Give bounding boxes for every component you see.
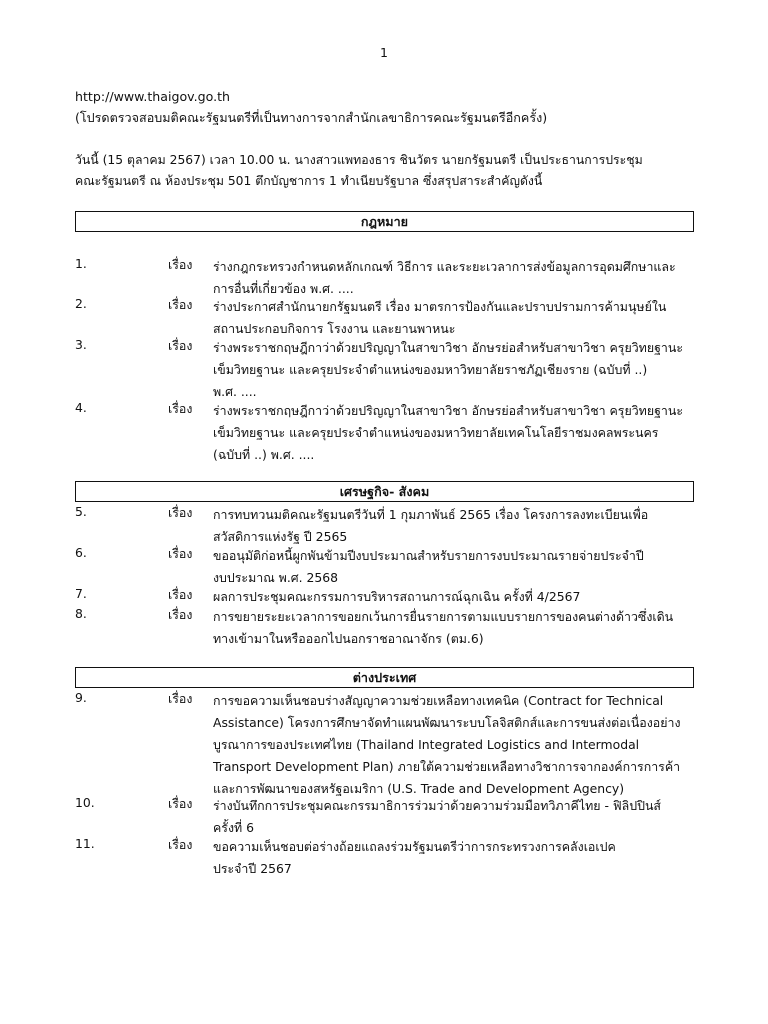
item-line: Transport Development Plan) ภายใต้ความช่วยเหลือทางวิชาการจากองค์การการค้า [213, 759, 681, 774]
section-header-foreign-affairs: ต่างประเทศ [75, 667, 694, 688]
item-keyword: เรื่อง [168, 257, 193, 272]
item-text [213, 690, 698, 800]
item-text [213, 795, 698, 839]
intro-line: คณะรัฐมนตรี ณ ห้องประชุม 501 ตึกบัญชาการ 1 ทำเนียบรัฐบาล ซึ่งสรุปสาระสำคัญดังนี้ [75, 174, 543, 188]
item-number: 8. [75, 606, 87, 621]
item-text [213, 400, 698, 466]
item-number: 7. [75, 586, 87, 601]
page-number: 1 [380, 45, 388, 60]
section-header-law: กฎหมาย [75, 211, 694, 232]
item-line: การขอความเห็นชอบร่างสัญญาความช่วยเหลือทางเทคนิค (Contract for Technical [213, 693, 664, 708]
item-keyword: เรื่อง [168, 607, 193, 622]
item-number: 4. [75, 400, 87, 415]
item-line: เข็มวิทยฐานะ และครุยประจำตำแหน่งของมหาวิทยาลัยราชภัฏเชียงราย (ฉบับที่ ..) [213, 362, 648, 377]
item-text [213, 256, 698, 300]
item-line: ร่างพระราชกฤษฎีกาว่าด้วยปริญญาในสาขาวิชา อักษรย่อสำหรับสาขาวิชา ครุยวิทยฐานะ [213, 403, 684, 418]
item-number: 5. [75, 504, 87, 519]
item-line: Assistance) โครงการศึกษาจัดทำแผนพัฒนาระบบโลจิสติกส์และการขนส่งต่อเนื่องอย่าง [213, 715, 681, 730]
item-text [213, 296, 698, 340]
item-keyword: เรื่อง [168, 297, 193, 312]
item-line: ทางเข้ามาในหรือออกไปนอกราชอาณาจักร (ตม.6) [213, 631, 484, 646]
item-text [213, 504, 698, 548]
item-number: 6. [75, 545, 87, 560]
item-line: ร่างประกาศสำนักนายกรัฐมนตรี เรื่อง มาตรการป้องกันและปราบปรามการค้ามนุษย์ใน [213, 299, 667, 314]
item-text [213, 836, 698, 880]
item-text [213, 545, 698, 589]
item-text [213, 606, 698, 650]
item-line: ผลการประชุมคณะกรรมการบริหารสถานการณ์ฉุกเฉิน ครั้งที่ 4/2567 [213, 589, 581, 604]
item-line: การทบทวนมติคณะรัฐมนตรีวันที่ 1 กุมภาพันธ์ 2565 เรื่อง โครงการลงทะเบียนเพื่อ [213, 507, 649, 522]
item-keyword: เรื่อง [168, 837, 193, 852]
item-line: ครั้งที่ 6 [213, 820, 254, 835]
item-number: 3. [75, 337, 87, 352]
item-line: ร่างบันทึกการประชุมคณะกรรมาธิการร่วมว่าด้วยความร่วมมือทวิภาคีไทย - ฟิลิปปินส์ [213, 798, 661, 813]
item-line: และการพัฒนาของสหรัฐอเมริกา (U.S. Trade and Development Agency) [213, 781, 625, 796]
item-number: 10. [75, 795, 95, 810]
item-line: เข็มวิทยฐานะ และครุยประจำตำแหน่งของมหาวิทยาลัยเทคโนโลยีราชมงคลพระนคร [213, 425, 659, 440]
item-text [213, 586, 698, 608]
item-line: ร่างกฎกระทรวงกำหนดหลักเกณฑ์ วิธีการ และระยะเวลาการส่งข้อมูลการอุดมศึกษาและ [213, 259, 676, 274]
item-line: ร่างพระราชกฤษฎีกาว่าด้วยปริญญาในสาขาวิชา อักษรย่อสำหรับสาขาวิชา ครุยวิทยฐานะ [213, 340, 684, 355]
item-number: 11. [75, 836, 95, 851]
source-url[interactable]: http://www.thaigov.go.th [75, 89, 231, 104]
item-keyword: เรื่อง [168, 691, 193, 706]
item-line: การขยายระยะเวลาการขอยกเว้นการยื่นรายการตามแบบรายการของคนต่างด้าวซึ่งเดิน [213, 609, 674, 624]
item-keyword: เรื่อง [168, 401, 193, 416]
item-keyword: เรื่อง [168, 796, 193, 811]
item-line: ขออนุมัติก่อหนี้ผูกพันข้ามปีงบประมาณสำหรับรายการงบประมาณรายจ่ายประจำปี [213, 548, 644, 563]
item-keyword: เรื่อง [168, 505, 193, 520]
item-number: 2. [75, 296, 87, 311]
intro-paragraph [75, 150, 697, 192]
intro-line: วันนี้ (15 ตุลาคม 2567) เวลา 10.00 น. นางสาวแพทองธาร ชินวัตร นายกรัฐมนตรี เป็นประธานการประชุม [75, 153, 643, 167]
item-text [213, 337, 698, 403]
item-line: สถานประกอบกิจการ โรงงาน และยานพาหนะ [213, 321, 456, 336]
item-number: 9. [75, 690, 87, 705]
item-line: บูรณาการของประเทศไทย (Thailand Integrated Logistics and Intermodal [213, 737, 640, 752]
verification-note: (โปรดตรวจสอบมติคณะรัฐมนตรีที่เป็นทางการจากสำนักเลขาธิการคณะรัฐมนตรีอีกครั้ง) [75, 110, 548, 125]
item-line: ขอความเห็นชอบต่อร่างถ้อยแถลงร่วมรัฐมนตรีว่าการกระทรวงการคลังเอเปค [213, 839, 616, 854]
item-line: ประจำปี 2567 [213, 861, 292, 876]
section-header-economy-society: เศรษฐกิจ- สังคม [75, 481, 694, 502]
item-keyword: เรื่อง [168, 338, 193, 353]
item-line: สวัสดิการแห่งรัฐ ปี 2565 [213, 529, 348, 544]
item-line: การอื่นที่เกี่ยวข้อง พ.ศ. .... [213, 281, 354, 296]
item-line: (ฉบับที่ ..) พ.ศ. .... [213, 447, 315, 462]
item-line: งบประมาณ พ.ศ. 2568 [213, 570, 339, 585]
item-number: 1. [75, 256, 87, 271]
item-keyword: เรื่อง [168, 546, 193, 561]
item-keyword: เรื่อง [168, 587, 193, 602]
item-line: พ.ศ. .... [213, 384, 257, 399]
